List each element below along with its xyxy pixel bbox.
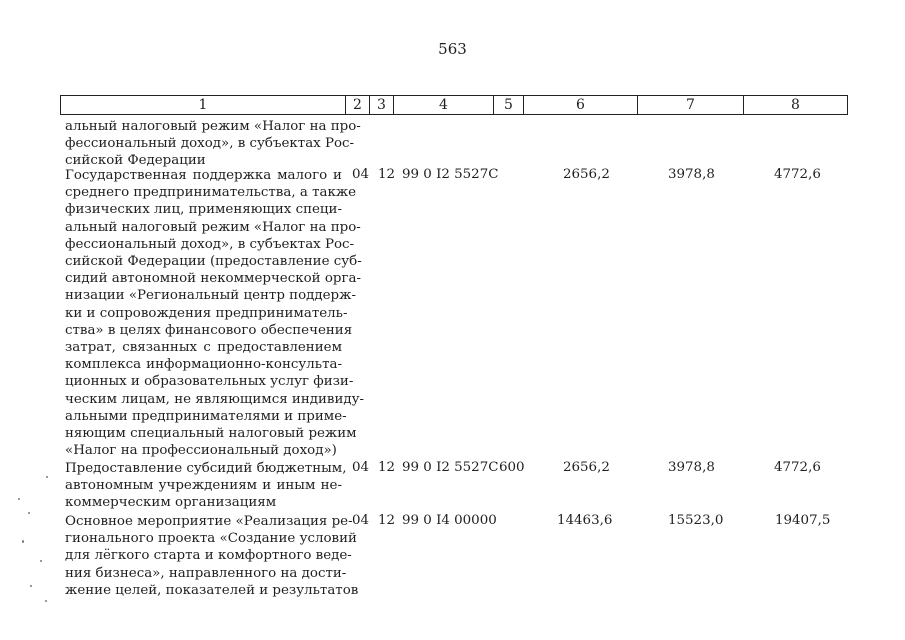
description-line: сидий автономной некоммерческой орга- <box>65 271 361 287</box>
page-number: 563 <box>438 40 467 58</box>
header-col-4: 4 <box>394 96 494 114</box>
header-col-3: 3 <box>370 96 394 114</box>
scan-speck <box>40 560 42 562</box>
header-col-8: 8 <box>791 97 800 113</box>
scan-speck <box>18 498 20 500</box>
cell-value-col7: 3978,8 <box>668 460 715 475</box>
description-line: ния бизнеса», направленного на дости- <box>65 565 347 581</box>
description-line: Основное мероприятие «Реализация ре- <box>65 514 353 529</box>
description-line: сийской Федерации (предоставление суб- <box>65 254 362 270</box>
description-line: ционных и образовательных услуг физи- <box>65 374 354 390</box>
cell-section: 04 <box>352 513 370 528</box>
header-col-7: 7 <box>638 96 744 114</box>
description-line: альный налоговый режим «Налог на про- <box>65 219 361 235</box>
description-line: Предоставление субсидий бюджетным, <box>65 461 347 476</box>
description-line: фессиональный доход», в субъектах Рос- <box>65 236 355 252</box>
row-description <box>65 460 347 512</box>
description-line: комплекса информационно-консульта- <box>65 357 342 373</box>
description-line: ства» в целях финансового обеспечения <box>65 322 353 338</box>
description-line: няющим специальный налоговый режим <box>65 426 357 442</box>
header-col-2: 2 <box>346 96 370 114</box>
scan-speck <box>22 540 24 543</box>
description-line: автономным учреждениям и иным не- <box>65 478 342 494</box>
cell-target-code: 99 0 I4 00000 <box>402 513 497 528</box>
cell-value-col8: 4772,6 <box>774 167 821 182</box>
cell-value-col8: 4772,6 <box>774 460 821 475</box>
description-line: альный налоговый режим «Налог на про- <box>65 119 361 134</box>
cell-subsection: 12 <box>378 167 396 182</box>
description-line: низации «Региональный центр поддерж- <box>65 288 356 304</box>
scan-speck <box>45 600 47 602</box>
cell-value-col8: 19407,5 <box>775 513 831 528</box>
cell-subsection: 12 <box>378 460 396 475</box>
cell-value-col7: 3978,8 <box>668 167 715 182</box>
cell-value-col7: 15523,0 <box>668 513 724 528</box>
cell-section: 04 <box>352 167 370 182</box>
scan-speck <box>28 512 30 514</box>
description-line: сийской Федерации <box>65 153 206 169</box>
description-line: фессиональный доход», в субъектах Рос- <box>65 136 355 152</box>
cell-value-col6: 14463,6 <box>557 513 613 528</box>
description-line: затрат, связанных с предоставлением <box>65 340 342 356</box>
row-description <box>65 118 361 170</box>
cell-section: 04 <box>352 460 370 475</box>
cell-value-col6: 2656,2 <box>563 167 610 182</box>
description-line: среднего предпринимательства, а также <box>65 185 357 201</box>
cell-subsection: 12 <box>378 513 396 528</box>
description-line: гионального проекта «Создание условий <box>65 531 357 547</box>
cell-target-code: 99 0 I2 5527C <box>402 167 499 182</box>
header-col-6: 6 <box>524 96 638 114</box>
description-line: ческим лицам, не являющимся индивиду- <box>65 391 365 407</box>
scan-speck <box>46 476 48 478</box>
row-description <box>65 513 359 599</box>
cell-value-col6: 2656,2 <box>563 460 610 475</box>
description-line: для лёгкого старта и комфортного веде- <box>65 548 352 564</box>
description-line: «Налог на профессиональный доход») <box>65 443 337 459</box>
table-header <box>60 95 848 115</box>
description-line: коммерческим организациям <box>65 495 277 511</box>
cell-expense-type: 600 <box>499 460 525 475</box>
description-line: Государственная поддержка малого и <box>65 168 342 183</box>
description-line: альными предпринимателями и приме- <box>65 408 347 424</box>
cell-target-code: 99 0 I2 5527C <box>402 460 499 475</box>
header-col-5: 5 <box>494 96 524 114</box>
description-line: физических лиц, применяющих специ- <box>65 202 342 218</box>
description-line: жение целей, показателей и результатов <box>65 582 359 598</box>
header-col-1: 1 <box>61 96 346 114</box>
scan-speck <box>30 585 32 587</box>
description-line: ки и сопровождения предприниматель- <box>65 305 348 321</box>
